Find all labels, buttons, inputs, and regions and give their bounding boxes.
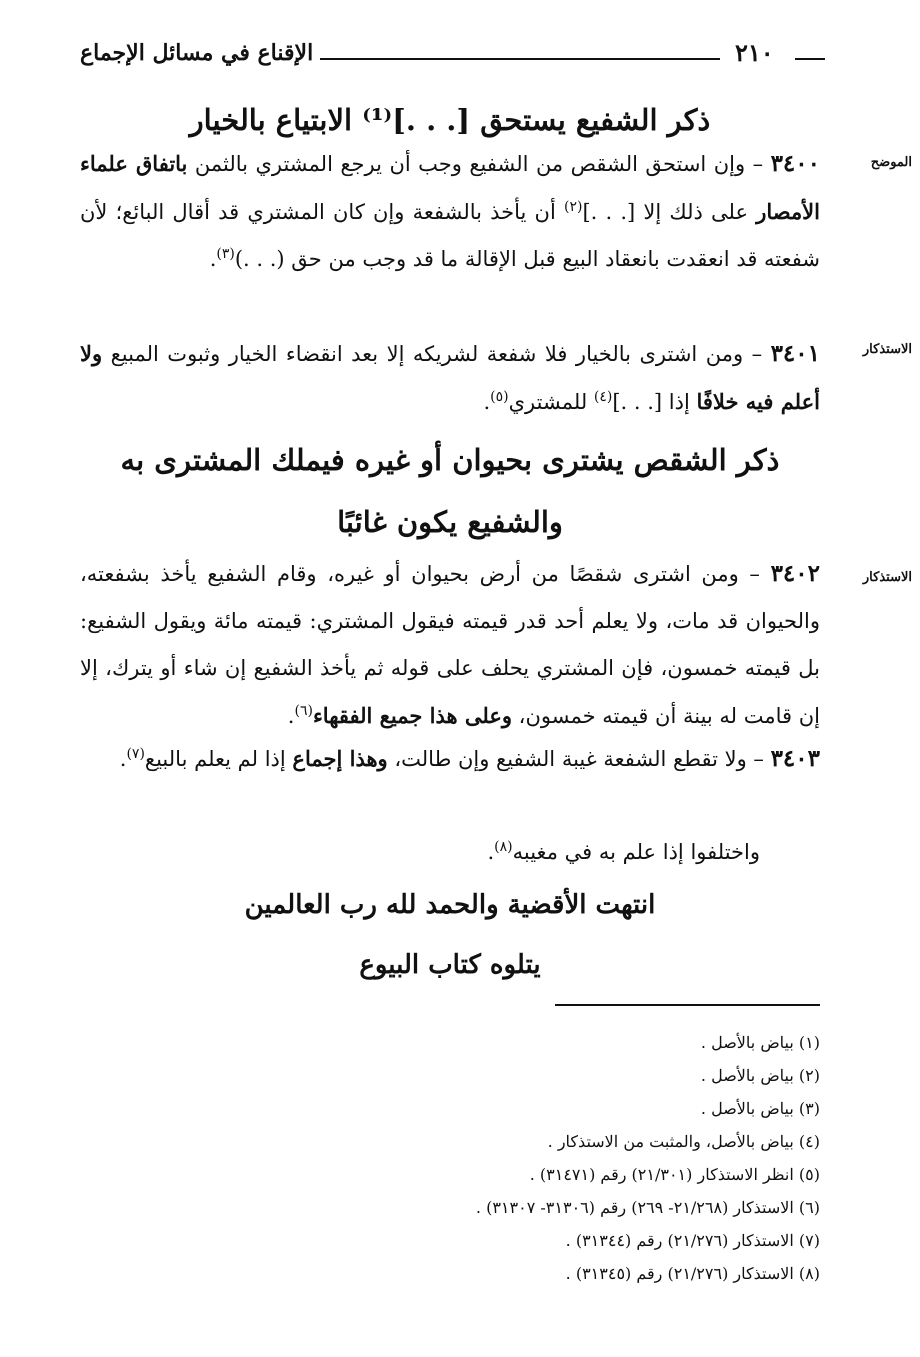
paragraph-3400	[80, 140, 820, 283]
emphasis-text: باتفاق علماء الأمصار	[80, 151, 820, 224]
paragraph-3402	[80, 550, 820, 740]
source-label: الاستذكار	[862, 570, 912, 585]
section-heading-1: ذكر الشفيع يستحق [. . .]⁽¹⁾ الابتياع بالخيار	[189, 103, 711, 137]
header-rule	[320, 58, 720, 60]
footnote-ref: (٦)	[294, 703, 313, 719]
paragraph-text: إذا [. . .]	[612, 390, 697, 414]
paragraph-3401	[80, 330, 820, 426]
running-header	[80, 36, 825, 76]
section-heading-2-line-2: والشفيع يكون غائبًا	[337, 505, 563, 539]
footnote: (٤) بياض بالأصل، والمثبت من الاستذكار .	[547, 1132, 820, 1151]
paragraph-text: .	[287, 704, 295, 728]
emphasis-text: وهذا إجماع	[292, 746, 388, 771]
paragraph-text: .	[483, 390, 491, 414]
paragraph-number: ٣٤٠١	[770, 340, 820, 367]
source-label: الموضح	[870, 155, 912, 170]
closing-line-1: انتهت الأقضية والحمد لله رب العالمين	[244, 890, 656, 920]
footnote: (٨) الاستذكار (٢١/٢٧٦) رقم (٣١٣٤٥) .	[565, 1264, 820, 1283]
source-label: الاستذكار	[862, 342, 912, 357]
paragraph-text: على ذلك إلا [. . .]	[582, 200, 757, 224]
page-number: ٢١٠	[735, 38, 774, 67]
paragraph-text: – ومن اشترى بالخيار فلا شفعة لشريكه إلا بعد انقضاء الخيار وثبوت المبيع	[102, 342, 771, 366]
header-rule-short	[795, 58, 825, 60]
emphasis-text: وعلى هذا جميع الفقهاء	[312, 703, 512, 728]
book-title: الإقناع في مسائل الإجماع	[80, 40, 314, 66]
paragraph-text: .	[487, 840, 495, 864]
paragraph-text: .	[209, 247, 217, 271]
emphasis-text: ولا أعلم فيه خلافًا	[80, 341, 820, 414]
paragraph-text: أن يأخذ بالشفعة وإن كان المشتري قد أقال البائع؛ لأن شفعته قد انعقدت بانعقاد البيع قبل الإقالة ما قد وجب من حق (. . .)	[80, 200, 820, 271]
footnote-ref: (٤)	[593, 389, 613, 405]
closing-line-2: يتلوه كتاب البيوع	[359, 950, 541, 980]
paragraph-text: – وإن استحق الشقص من الشفيع وجب أن يرجع المشتري بالثمن	[187, 152, 771, 176]
footnote: (٥) انظر الاستذكار (٢١/٣٠١) رقم (٣١٤٧١) .	[529, 1165, 820, 1184]
footnote: (٣) بياض بالأصل .	[700, 1099, 820, 1118]
paragraph-number: ٣٤٠٣	[770, 745, 820, 772]
footnotes-list	[100, 1026, 820, 1290]
footnote-ref: (٣)	[216, 246, 235, 262]
paragraph-text: – ولا تقطع الشفعة غيبة الشفيع وإن طالت،	[387, 747, 771, 771]
paragraph-number: ٣٤٠٠	[770, 150, 820, 177]
footnote-ref: (٨)	[494, 839, 513, 855]
paragraph-text: .	[119, 747, 127, 771]
paragraph-text: إذا لم يعلم بالبيع	[144, 747, 293, 771]
footnote: (٦) الاستذكار (٢١/٢٦٨- ٢٦٩) رقم (٣١٣٠٦- ٣١٣٠٧) .	[475, 1198, 820, 1217]
section-heading-2-line-1: ذكر الشقص يشترى بحيوان أو غيره فيملك المشترى به	[120, 443, 780, 477]
footnote: (١) بياض بالأصل .	[700, 1033, 820, 1052]
paragraph-continuation	[80, 829, 820, 876]
footnote: (٧) الاستذكار (٢١/٢٧٦) رقم (٣١٣٤٤) .	[565, 1231, 820, 1250]
footnote-ref: (٢)	[564, 199, 583, 215]
paragraph-text: – ومن اشترى شقصًا من أرض بحيوان أو غيره، وقام الشفيع يأخذ بشفعته، والحيوان قد مات، ولا يعلم أحد قدر قيمته فيقول المشتري: قيمته مائة ويقول الشفيع: بل قيمته خمسون، فإن المشتري يحلف على قوله ثم يأخذ الشفيع إن شاء أو يترك، إلا إن قامت له بينة أن قيمته خمسون،	[80, 562, 820, 728]
footnote-separator	[555, 1004, 820, 1006]
footnote: (٢) بياض بالأصل .	[700, 1066, 820, 1085]
paragraph-3403	[80, 735, 820, 783]
footnote-ref: (٧)	[126, 746, 145, 762]
paragraph-number: ٣٤٠٢	[770, 560, 820, 587]
paragraph-text: للمشتري	[508, 390, 594, 414]
paragraph-text: واختلفوا إذا علم به في مغيبه	[512, 840, 760, 864]
footnote-ref: (٥)	[490, 389, 509, 405]
